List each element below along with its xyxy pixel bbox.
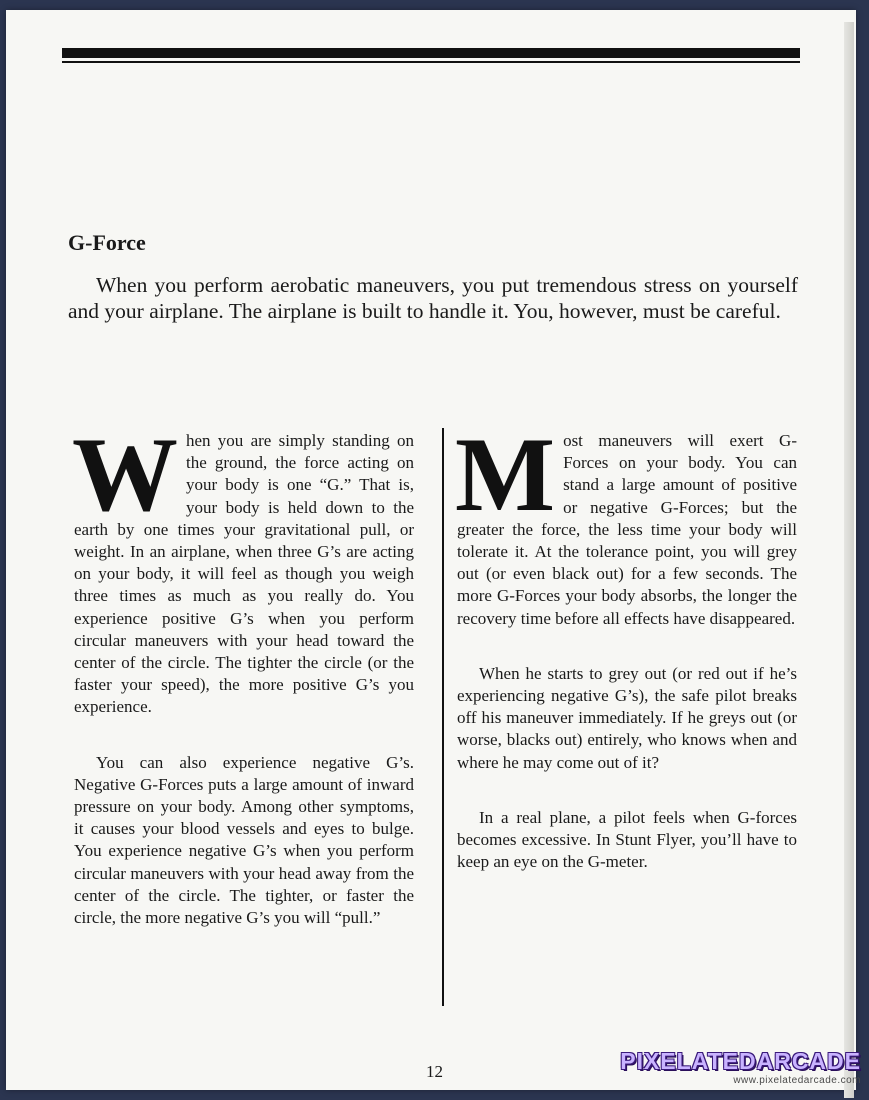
column-divider <box>442 428 444 1006</box>
dropcap-m: M <box>455 416 556 533</box>
header-rule-thick <box>62 48 800 58</box>
right-column <box>455 416 797 873</box>
header-rule-thin <box>62 61 800 63</box>
right-paragraph-2: When he starts to grey out (or red out if he’s experiencing negative G’s), the safe pilot breaks off his maneuver immediately. If he greys out (or worse, blacks out) entirely, who knows when and where he may come out of it? <box>457 663 797 772</box>
left-paragraph-1 <box>72 416 414 719</box>
page-edge <box>844 22 854 1098</box>
manual-page <box>6 10 856 1090</box>
right-paragraph-1-text: ost maneuvers will exert G-Forces on your body. You can stand a large amount of positive or negative G-Forces; but the greater the force, the less time your body will tolerate it. At the tolerance point, you will grey out (or even black out) for a few seconds. The more G-Forces your body absorbs, the longer the recovery time before all effects have disappeared. <box>457 431 797 628</box>
right-paragraph-3: In a real plane, a pilot feels when G-forces becomes excessive. In Stunt Flyer, you’ll have to keep an eye on the G-meter. <box>457 807 797 872</box>
watermark <box>620 1048 861 1086</box>
intro-paragraph: When you perform aerobatic maneuvers, you put tremendous stress on yourself and your airplane. The airplane is built to handle it. You, however, must be careful. <box>68 273 798 323</box>
page-number: 12 <box>426 1062 443 1081</box>
watermark-url: www.pixelatedarcade.com <box>733 1075 861 1086</box>
left-column <box>72 416 414 929</box>
left-paragraph-1-text: hen you are simply standing on the ground, the force acting on your body is one “G.” That is, your body is held down to the earth by one times your gravitational pull, or weight. In an airplane, when three G’s are acting on your body, it will feel as though you weigh three times as much as you really do. You experience positive G’s when you perform circular maneuvers with your head toward the center of the circle. The tighter the circle (or the faster your speed), the more positive G’s you experience. <box>74 431 414 717</box>
section-title: G-Force <box>68 230 146 255</box>
dropcap-w: W <box>72 416 178 533</box>
right-paragraph-1 <box>455 416 797 630</box>
watermark-logo: PIXELATEDARCADE <box>620 1048 861 1074</box>
left-paragraph-2: You can also experience negative G’s. Negative G-Forces puts a large amount of inward pressure on your body. Among other symptoms, it causes your blood vessels and eyes to bulge. You experience negative G’s when you perform circular maneuvers with your head away from the center of the circle. The tighter, or faster the circle, the more negative G’s you will “pull.” <box>74 752 414 928</box>
